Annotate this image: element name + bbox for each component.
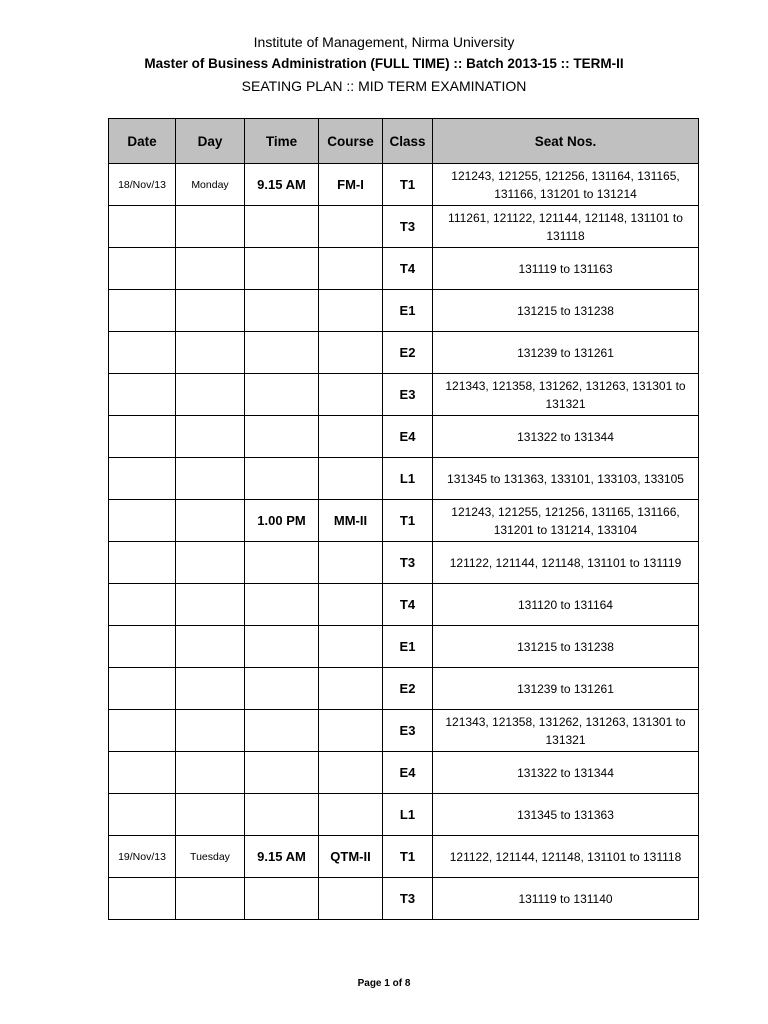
seat-nos-cell: 131119 to 131140 <box>433 878 699 920</box>
seat-nos-cell: 131239 to 131261 <box>433 668 699 710</box>
class-cell: T3 <box>383 878 433 920</box>
table-body <box>109 164 699 920</box>
table-row <box>109 836 699 878</box>
seat-nos-cell: 121122, 121144, 121148, 131101 to 131118 <box>433 836 699 878</box>
time-cell: 1.00 PM <box>245 500 319 542</box>
page-number: Page 1 of 8 <box>357 978 411 989</box>
time-cell <box>245 668 319 710</box>
course-cell <box>319 752 383 794</box>
date-cell <box>109 752 176 794</box>
course-cell: FM-I <box>319 164 383 206</box>
class-cell: E3 <box>383 374 433 416</box>
column-header-day: Day <box>176 119 245 164</box>
course-cell <box>319 584 383 626</box>
time-cell <box>245 710 319 752</box>
time-cell <box>245 542 319 584</box>
class-cell: T3 <box>383 206 433 248</box>
seat-nos-cell: 121243, 121255, 121256, 131165, 131166, 131201 to 131214, 133104 <box>433 500 699 542</box>
class-cell: L1 <box>383 794 433 836</box>
class-cell: E4 <box>383 416 433 458</box>
seat-nos-cell: 121122, 121144, 121148, 131101 to 131119 <box>433 542 699 584</box>
table-row <box>109 290 699 332</box>
date-cell <box>109 710 176 752</box>
date-cell: 19/Nov/13 <box>109 836 176 878</box>
class-cell: T1 <box>383 500 433 542</box>
course-cell <box>319 458 383 500</box>
day-cell <box>176 626 245 668</box>
class-cell: T4 <box>383 248 433 290</box>
seating-plan-table <box>108 118 699 920</box>
seat-nos-cell: 131120 to 131164 <box>433 584 699 626</box>
table-row <box>109 500 699 542</box>
time-cell <box>245 878 319 920</box>
column-header-date: Date <box>109 119 176 164</box>
date-cell <box>109 416 176 458</box>
day-cell <box>176 416 245 458</box>
day-cell <box>176 794 245 836</box>
seat-nos-cell: 121343, 121358, 131262, 131263, 131301 to 131321 <box>433 374 699 416</box>
time-cell: 9.15 AM <box>245 164 319 206</box>
column-header-course: Course <box>319 119 383 164</box>
course-cell <box>319 416 383 458</box>
class-cell: T1 <box>383 836 433 878</box>
table-row <box>109 374 699 416</box>
course-cell <box>319 248 383 290</box>
day-cell <box>176 500 245 542</box>
date-cell <box>109 206 176 248</box>
table-row <box>109 458 699 500</box>
course-cell <box>319 374 383 416</box>
time-cell <box>245 626 319 668</box>
seat-nos-cell: 121243, 121255, 121256, 131164, 131165, 131166, 131201 to 131214 <box>433 164 699 206</box>
time-cell <box>245 332 319 374</box>
table-row <box>109 668 699 710</box>
course-cell <box>319 626 383 668</box>
seat-nos-cell: 121343, 121358, 131262, 131263, 131301 to 131321 <box>433 710 699 752</box>
table-row <box>109 584 699 626</box>
time-cell <box>245 794 319 836</box>
date-cell <box>109 374 176 416</box>
date-cell <box>109 878 176 920</box>
day-cell <box>176 752 245 794</box>
day-cell <box>176 290 245 332</box>
program-title: Master of Business Administration (FULL TIME) :: Batch 2013-15 :: TERM-II <box>144 56 624 71</box>
class-cell: L1 <box>383 458 433 500</box>
class-cell: E4 <box>383 752 433 794</box>
course-cell <box>319 710 383 752</box>
document-header <box>0 32 768 97</box>
seat-nos-cell: 131119 to 131163 <box>433 248 699 290</box>
time-cell: 9.15 AM <box>245 836 319 878</box>
day-cell <box>176 458 245 500</box>
course-cell <box>319 668 383 710</box>
time-cell <box>245 584 319 626</box>
seat-nos-cell: 131345 to 131363 <box>433 794 699 836</box>
class-cell: T1 <box>383 164 433 206</box>
day-cell <box>176 374 245 416</box>
course-cell <box>319 206 383 248</box>
table-row <box>109 164 699 206</box>
course-cell <box>319 332 383 374</box>
time-cell <box>245 458 319 500</box>
date-cell <box>109 584 176 626</box>
table-row <box>109 794 699 836</box>
seat-nos-cell: 131322 to 131344 <box>433 416 699 458</box>
column-header-time: Time <box>245 119 319 164</box>
class-cell: E3 <box>383 710 433 752</box>
date-cell <box>109 794 176 836</box>
date-cell: 18/Nov/13 <box>109 164 176 206</box>
day-cell <box>176 332 245 374</box>
class-cell: E2 <box>383 332 433 374</box>
day-cell <box>176 878 245 920</box>
seat-nos-cell: 131345 to 131363, 133101, 133103, 133105 <box>433 458 699 500</box>
plan-title: SEATING PLAN :: MID TERM EXAMINATION <box>241 78 527 94</box>
day-cell <box>176 206 245 248</box>
table-row <box>109 710 699 752</box>
date-cell <box>109 626 176 668</box>
course-cell <box>319 794 383 836</box>
time-cell <box>245 416 319 458</box>
date-cell <box>109 668 176 710</box>
table-row <box>109 332 699 374</box>
course-cell <box>319 542 383 584</box>
seat-nos-cell: 111261, 121122, 121144, 121148, 131101 to 131118 <box>433 206 699 248</box>
day-cell <box>176 710 245 752</box>
class-cell: T4 <box>383 584 433 626</box>
column-header-seat-nos: Seat Nos. <box>433 119 699 164</box>
table-row <box>109 416 699 458</box>
date-cell <box>109 332 176 374</box>
class-cell: E2 <box>383 668 433 710</box>
course-cell: MM-II <box>319 500 383 542</box>
table-row <box>109 626 699 668</box>
date-cell <box>109 458 176 500</box>
day-cell <box>176 248 245 290</box>
seat-nos-cell: 131215 to 131238 <box>433 290 699 332</box>
course-cell: QTM-II <box>319 836 383 878</box>
class-cell: E1 <box>383 626 433 668</box>
date-cell <box>109 542 176 584</box>
time-cell <box>245 248 319 290</box>
day-cell <box>176 542 245 584</box>
table-header-row <box>109 119 699 164</box>
date-cell <box>109 248 176 290</box>
date-cell <box>109 290 176 332</box>
seat-nos-cell: 131239 to 131261 <box>433 332 699 374</box>
course-cell <box>319 290 383 332</box>
table-row <box>109 206 699 248</box>
institute-name: Institute of Management, Nirma University <box>253 34 515 50</box>
time-cell <box>245 374 319 416</box>
day-cell: Monday <box>176 164 245 206</box>
day-cell <box>176 584 245 626</box>
day-cell: Tuesday <box>176 836 245 878</box>
table-row <box>109 878 699 920</box>
seat-nos-cell: 131215 to 131238 <box>433 626 699 668</box>
date-cell <box>109 500 176 542</box>
time-cell <box>245 290 319 332</box>
time-cell <box>245 206 319 248</box>
class-cell: E1 <box>383 290 433 332</box>
course-cell <box>319 878 383 920</box>
class-cell: T3 <box>383 542 433 584</box>
table-row <box>109 248 699 290</box>
table-row <box>109 542 699 584</box>
day-cell <box>176 668 245 710</box>
column-header-class: Class <box>383 119 433 164</box>
time-cell <box>245 752 319 794</box>
table-row <box>109 752 699 794</box>
seat-nos-cell: 131322 to 131344 <box>433 752 699 794</box>
